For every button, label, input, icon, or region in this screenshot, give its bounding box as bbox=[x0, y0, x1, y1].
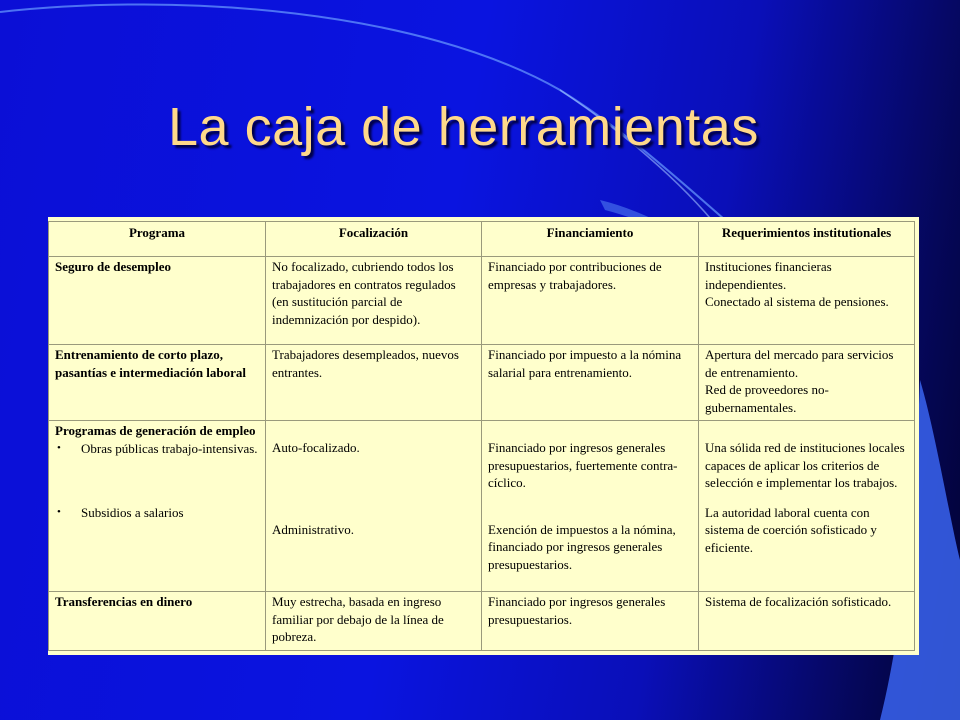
header-financiamiento: Financiamiento bbox=[482, 222, 699, 257]
focalizacion-obras: Auto-focalizado. bbox=[272, 440, 360, 455]
cell-programa: Seguro de desempleo bbox=[49, 257, 266, 345]
cell-programa: Transferencias en dinero bbox=[49, 592, 266, 651]
cell-financiamiento: Financiado por contribuciones de empresas y trabajadores. bbox=[482, 257, 699, 345]
list-item bbox=[55, 504, 259, 522]
cell-focalizacion: Muy estrecha, basada en ingreso familiar por debajo de la línea de pobreza. bbox=[266, 592, 482, 651]
table-row-generacion bbox=[49, 421, 915, 592]
cell-programa-generacion bbox=[49, 421, 266, 592]
cell-focalizacion bbox=[266, 421, 482, 592]
table-row bbox=[49, 257, 915, 345]
cell-focalizacion: No focalizado, cubriendo todos los trabajadores en contratos regulados (en sustitución parcial de indemnización por despido). bbox=[266, 257, 482, 345]
slide-title: La caja de herramientas bbox=[168, 97, 759, 157]
cell-programa: Entrenamiento de corto plazo, pasantías e intermediación laboral bbox=[49, 345, 266, 421]
financiamiento-subsidios: Exención de impuestos a la nómina, financiado por ingresos generales presupuestarios. bbox=[488, 521, 676, 572]
requerimientos-subsidios: La autoridad laboral cuenta con sistema de coerción sofisticado y eficiente. bbox=[705, 504, 877, 555]
table-row bbox=[49, 592, 915, 651]
cell-requerimientos: Sistema de focalización sofisticado. bbox=[699, 592, 915, 651]
header-focalizacion: Focalización bbox=[266, 222, 482, 257]
cell-financiamiento: Financiado por ingresos generales presupuestarios. bbox=[482, 592, 699, 651]
bullet-icon: • bbox=[57, 441, 61, 454]
cell-focalizacion: Trabajadores desempleados, nuevos entrantes. bbox=[266, 345, 482, 421]
cell-requerimientos: Instituciones financieras independientes. Conectado al sistema de pensiones. bbox=[699, 257, 915, 345]
table-row bbox=[49, 345, 915, 421]
item-label: Obras públicas trabajo-intensivas. bbox=[81, 440, 258, 456]
requerimientos-obras: Una sólida red de instituciones locales capaces de aplicar los criterios de selección e implementar los trabajos. bbox=[705, 440, 905, 490]
header-requerimientos: Requerimientos institutionales bbox=[699, 222, 915, 257]
cell-financiamiento: Financiado por impuesto a la nómina salarial para entrenamiento. bbox=[482, 345, 699, 421]
item-label: Subsidios a salarios bbox=[81, 505, 184, 520]
cell-requerimientos: Apertura del mercado para servicios de entrenamiento. Red de proveedores no-gubernamentales. bbox=[699, 345, 915, 421]
list-item bbox=[55, 440, 259, 458]
table-header-row bbox=[49, 222, 915, 257]
tools-table bbox=[48, 221, 915, 651]
tools-table-container bbox=[48, 217, 919, 655]
bullet-icon: • bbox=[57, 506, 61, 518]
financiamiento-obras: Financiado por ingresos generales presupuestarios, fuertemente contra-cíclico. bbox=[488, 440, 678, 490]
cell-requerimientos bbox=[699, 421, 915, 592]
generacion-heading: Programas de generación de empleo bbox=[55, 423, 256, 438]
focalizacion-subsidios: Administrativo. bbox=[272, 521, 354, 537]
header-programa: Programa bbox=[49, 222, 266, 257]
cell-financiamiento bbox=[482, 421, 699, 592]
